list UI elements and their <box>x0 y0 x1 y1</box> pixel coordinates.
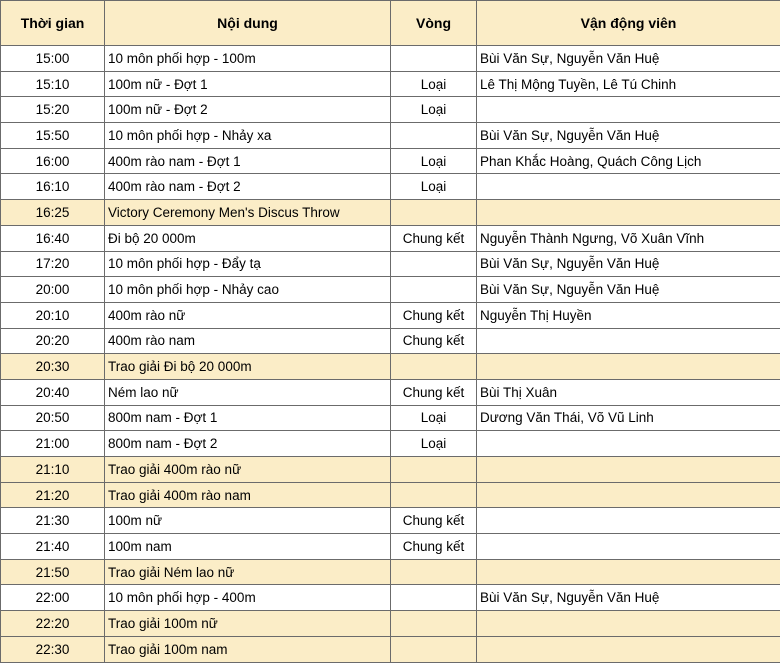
cell-time: 20:10 <box>1 302 105 328</box>
table-row <box>1 97 780 123</box>
cell-athletes <box>477 457 780 483</box>
header-time: Thời gian <box>1 1 105 46</box>
cell-round <box>391 585 477 611</box>
cell-athletes <box>477 482 780 508</box>
table-row <box>1 251 780 277</box>
cell-time: 15:20 <box>1 97 105 123</box>
cell-content: 100m nữ - Đợt 1 <box>105 71 391 97</box>
cell-round: Chung kết <box>391 225 477 251</box>
table-row <box>1 277 780 303</box>
cell-time: 22:30 <box>1 636 105 662</box>
cell-round <box>391 611 477 637</box>
award-ceremony-row <box>1 200 780 226</box>
table-row <box>1 534 780 560</box>
table-row <box>1 508 780 534</box>
cell-time: 16:40 <box>1 225 105 251</box>
cell-content: 400m rào nam - Đợt 1 <box>105 148 391 174</box>
cell-time: 22:00 <box>1 585 105 611</box>
cell-athletes: Dương Văn Thái, Võ Vũ Linh <box>477 405 780 431</box>
cell-athletes: Lê Thị Mộng Tuyền, Lê Tú Chinh <box>477 71 780 97</box>
cell-time: 21:30 <box>1 508 105 534</box>
cell-round <box>391 277 477 303</box>
cell-athletes: Phan Khắc Hoàng, Quách Công Lịch <box>477 148 780 174</box>
cell-athletes <box>477 200 780 226</box>
table-row <box>1 302 780 328</box>
table-row <box>1 174 780 200</box>
cell-round <box>391 46 477 72</box>
header-content: Nội dung <box>105 1 391 46</box>
schedule-body <box>1 46 780 663</box>
cell-content: Trao giải Ném lao nữ <box>105 559 391 585</box>
cell-content: 400m rào nữ <box>105 302 391 328</box>
cell-content: Trao giải 400m rào nam <box>105 482 391 508</box>
cell-athletes <box>477 431 780 457</box>
cell-round: Loại <box>391 97 477 123</box>
cell-round: Chung kết <box>391 379 477 405</box>
award-ceremony-row <box>1 559 780 585</box>
cell-content: 800m nam - Đợt 2 <box>105 431 391 457</box>
cell-time: 20:50 <box>1 405 105 431</box>
cell-time: 20:00 <box>1 277 105 303</box>
cell-content: 10 môn phối hợp - Nhảy xa <box>105 123 391 149</box>
cell-content: 400m rào nam - Đợt 2 <box>105 174 391 200</box>
cell-content: Ném lao nữ <box>105 379 391 405</box>
award-ceremony-row <box>1 482 780 508</box>
cell-athletes <box>477 559 780 585</box>
cell-round <box>391 457 477 483</box>
table-row <box>1 328 780 354</box>
cell-athletes <box>477 508 780 534</box>
cell-time: 21:40 <box>1 534 105 560</box>
cell-time: 20:30 <box>1 354 105 380</box>
cell-round <box>391 559 477 585</box>
cell-content: 10 môn phối hợp - 400m <box>105 585 391 611</box>
table-row <box>1 431 780 457</box>
award-ceremony-row <box>1 457 780 483</box>
cell-athletes: Nguyễn Thị Huyền <box>477 302 780 328</box>
cell-athletes <box>477 611 780 637</box>
cell-time: 17:20 <box>1 251 105 277</box>
cell-round <box>391 354 477 380</box>
cell-round <box>391 123 477 149</box>
table-row <box>1 123 780 149</box>
cell-athletes <box>477 354 780 380</box>
cell-athletes: Bùi Thị Xuân <box>477 379 780 405</box>
cell-content: 100m nam <box>105 534 391 560</box>
cell-content: 400m rào nam <box>105 328 391 354</box>
cell-time: 20:40 <box>1 379 105 405</box>
award-ceremony-row <box>1 611 780 637</box>
header-athletes: Vận động viên <box>477 1 780 46</box>
cell-time: 21:10 <box>1 457 105 483</box>
cell-time: 21:00 <box>1 431 105 457</box>
cell-round: Chung kết <box>391 534 477 560</box>
cell-time: 16:10 <box>1 174 105 200</box>
table-row <box>1 585 780 611</box>
header-round: Vòng <box>391 1 477 46</box>
cell-athletes <box>477 97 780 123</box>
cell-round <box>391 482 477 508</box>
cell-round <box>391 636 477 662</box>
cell-round <box>391 200 477 226</box>
table-row <box>1 71 780 97</box>
table-row <box>1 379 780 405</box>
cell-athletes: Bùi Văn Sự, Nguyễn Văn Huệ <box>477 251 780 277</box>
cell-time: 20:20 <box>1 328 105 354</box>
cell-athletes <box>477 534 780 560</box>
cell-round: Loại <box>391 148 477 174</box>
cell-athletes: Bùi Văn Sự, Nguyễn Văn Huệ <box>477 123 780 149</box>
cell-content: Đi bộ 20 000m <box>105 225 391 251</box>
header-row <box>1 1 780 46</box>
table-row <box>1 405 780 431</box>
cell-content: Victory Ceremony Men's Discus Throw <box>105 200 391 226</box>
cell-round: Loại <box>391 71 477 97</box>
cell-content: 800m nam - Đợt 1 <box>105 405 391 431</box>
cell-content: 100m nữ <box>105 508 391 534</box>
cell-time: 16:25 <box>1 200 105 226</box>
cell-athletes: Bùi Văn Sự, Nguyễn Văn Huệ <box>477 585 780 611</box>
cell-round: Loại <box>391 431 477 457</box>
cell-round: Chung kết <box>391 302 477 328</box>
cell-athletes: Bùi Văn Sự, Nguyễn Văn Huệ <box>477 277 780 303</box>
award-ceremony-row <box>1 636 780 662</box>
cell-content: Trao giải 100m nữ <box>105 611 391 637</box>
cell-athletes: Bùi Văn Sự, Nguyễn Văn Huệ <box>477 46 780 72</box>
table-row <box>1 148 780 174</box>
cell-time: 16:00 <box>1 148 105 174</box>
cell-time: 15:00 <box>1 46 105 72</box>
award-ceremony-row <box>1 354 780 380</box>
cell-content: Trao giải 100m nam <box>105 636 391 662</box>
cell-time: 22:20 <box>1 611 105 637</box>
cell-athletes: Nguyễn Thành Ngưng, Võ Xuân Vĩnh <box>477 225 780 251</box>
table-row <box>1 46 780 72</box>
cell-time: 15:10 <box>1 71 105 97</box>
table-row <box>1 225 780 251</box>
cell-content: 10 môn phối hợp - 100m <box>105 46 391 72</box>
cell-time: 21:50 <box>1 559 105 585</box>
cell-content: 10 môn phối hợp - Nhảy cao <box>105 277 391 303</box>
cell-time: 15:50 <box>1 123 105 149</box>
cell-time: 21:20 <box>1 482 105 508</box>
cell-content: 10 môn phối hợp - Đẩy tạ <box>105 251 391 277</box>
cell-athletes <box>477 328 780 354</box>
cell-round: Loại <box>391 174 477 200</box>
cell-content: Trao giải 400m rào nữ <box>105 457 391 483</box>
cell-athletes <box>477 174 780 200</box>
cell-round: Loại <box>391 405 477 431</box>
cell-athletes <box>477 636 780 662</box>
cell-round: Chung kết <box>391 508 477 534</box>
cell-content: 100m nữ - Đợt 2 <box>105 97 391 123</box>
cell-round <box>391 251 477 277</box>
cell-round: Chung kết <box>391 328 477 354</box>
cell-content: Trao giải Đi bộ 20 000m <box>105 354 391 380</box>
